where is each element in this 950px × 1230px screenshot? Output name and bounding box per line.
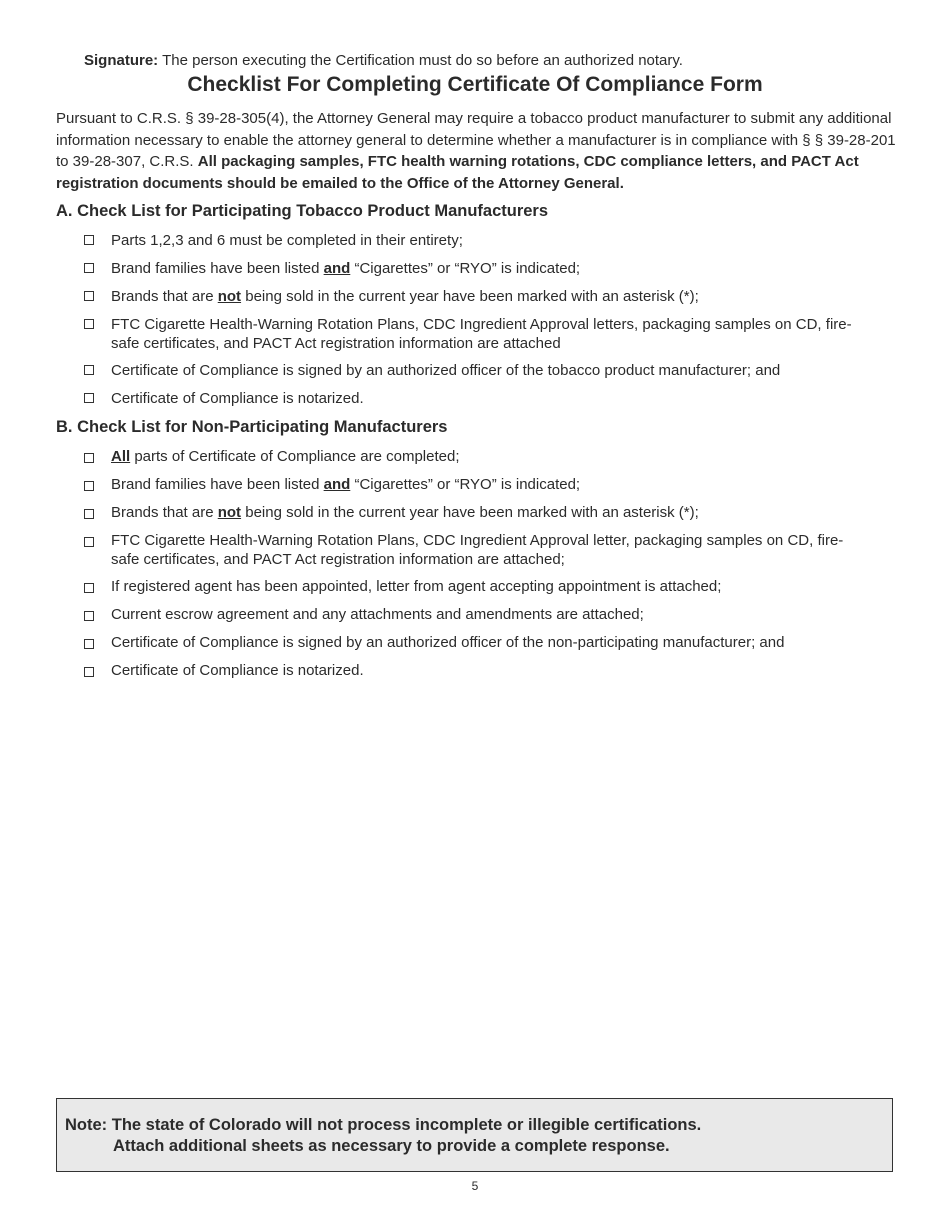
checklist-item: Certificate of Compliance is notarized. bbox=[84, 389, 884, 408]
note-box bbox=[56, 1098, 893, 1172]
checkbox[interactable] bbox=[84, 583, 94, 593]
page-number: 5 bbox=[471, 1179, 479, 1193]
checklist-item: Certificate of Compliance is signed by an authorized officer of the tobacco product manufacturer; and bbox=[84, 361, 884, 380]
checklist-item: Brands that are not being sold in the current year have been marked with an asterisk (*); bbox=[84, 503, 884, 522]
intro-paragraph bbox=[56, 108, 906, 194]
checkbox[interactable] bbox=[84, 481, 94, 491]
checklist-item: If registered agent has been appointed, letter from agent accepting appointment is attached; bbox=[84, 577, 884, 596]
checklist-item: Brand families have been listed and “Cigarettes” or “RYO” is indicated; bbox=[84, 475, 884, 494]
checklist-item: Brands that are not being sold in the current year have been marked with an asterisk (*); bbox=[84, 287, 884, 306]
checklist-item: Certificate of Compliance is signed by an authorized officer of the non-participating manufacturer; and bbox=[84, 633, 884, 652]
checklist-item: Brand families have been listed and “Cigarettes” or “RYO” is indicated; bbox=[84, 259, 884, 278]
intro-bold-text: All packaging samples, FTC health warning rotations, CDC compliance letters, and PACT Act registration documents should be emailed to the Office of the Attorney General. bbox=[56, 153, 859, 192]
checkbox[interactable] bbox=[84, 453, 94, 463]
note-line-1: Note: The state of Colorado will not process incomplete or illegible certifications. bbox=[65, 1116, 702, 1134]
checklist-item: FTC Cigarette Health-Warning Rotation Plans, CDC Ingredient Approval letter, packaging samples on CD, fire-safe certificates, and PACT Act registration information are attached; bbox=[84, 531, 884, 569]
section-b-heading: B. Check List for Non-Participating Manufacturers bbox=[56, 418, 448, 436]
checkbox[interactable] bbox=[84, 263, 94, 273]
checkbox[interactable] bbox=[84, 611, 94, 621]
section-a-heading: A. Check List for Participating Tobacco Product Manufacturers bbox=[56, 202, 549, 220]
checklist-item: FTC Cigarette Health-Warning Rotation Plans, CDC Ingredient Approval letters, packaging samples on CD, fire-safe certificates, and PACT Act registration information are attached bbox=[84, 315, 884, 353]
note-line-2: Attach additional sheets as necessary to provide a complete response. bbox=[113, 1137, 670, 1155]
checkbox[interactable] bbox=[84, 235, 94, 245]
checkbox[interactable] bbox=[84, 537, 94, 547]
checkbox[interactable] bbox=[84, 291, 94, 301]
page-title: Checklist For Completing Certificate Of Compliance Form bbox=[187, 73, 763, 96]
checkbox[interactable] bbox=[84, 667, 94, 677]
checkbox[interactable] bbox=[84, 509, 94, 519]
signature-instruction bbox=[84, 52, 683, 69]
signature-label: Signature: bbox=[84, 52, 159, 69]
checkbox[interactable] bbox=[84, 639, 94, 649]
checklist-item: Parts 1,2,3 and 6 must be completed in their entirety; bbox=[84, 231, 884, 250]
checkbox[interactable] bbox=[84, 393, 94, 403]
checkbox[interactable] bbox=[84, 319, 94, 329]
checklist-item: Current escrow agreement and any attachments and amendments are attached; bbox=[84, 605, 884, 624]
intro-text: Pursuant to C.R.S. § 39-28-305(4), the Attorney General may require a tobacco product manufacturer to submit any additional information necessary to enable the attorney general to determine whether a manufacturer is in compliance with § § 39-28-201 to 39-28-307, C.R.S. bbox=[56, 110, 896, 170]
checkbox[interactable] bbox=[84, 365, 94, 375]
checklist-item: Certificate of Compliance is notarized. bbox=[84, 661, 884, 680]
signature-text: The person executing the Certification must do so before an authorized notary. bbox=[162, 52, 683, 69]
checklist-item: All parts of Certificate of Compliance are completed; bbox=[84, 447, 884, 466]
